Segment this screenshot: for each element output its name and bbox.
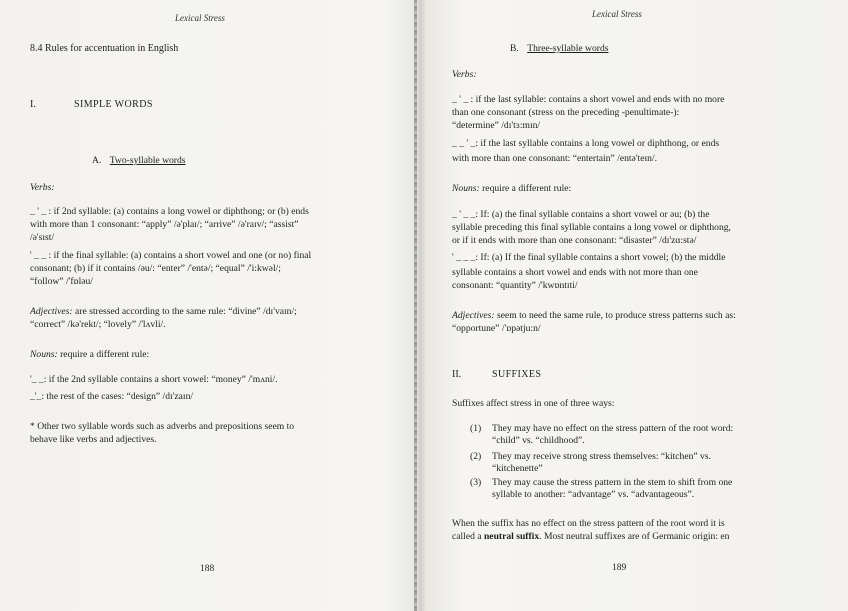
part-number: I. bbox=[30, 99, 36, 110]
suffix-item-3 bbox=[470, 477, 732, 501]
item-number: (1) bbox=[470, 423, 482, 434]
left-page bbox=[30, 0, 380, 611]
closing-line1: When the suffix has no effect on the stress pattern of the root word it is bbox=[452, 518, 725, 529]
neutral-suffix-term: neutral suffix bbox=[483, 531, 540, 542]
adjectives-text: are stressed according to the same rule: “divine” /dɪ'vaɪn/; bbox=[72, 306, 297, 317]
nouns-rule2-line1: ' _ _ _: If: (a) If the final syllable contains a short vowel; (b) the middle bbox=[452, 252, 726, 263]
verbs-rule1-line2: than one consonant (stress on the preceding -penultimate-): bbox=[452, 107, 680, 118]
verbs-rule2-line2: with more than one consonant: “entertain” /entə'teɪn/. bbox=[452, 153, 657, 164]
book-gutter bbox=[414, 0, 417, 611]
nouns-rule1-line3: or if it ends with more than one consonant: “disaster” /dɪ'zɑ:stə/ bbox=[452, 235, 697, 246]
nouns-rule2-line2: syllable contains a short vowel and ends with not more than one bbox=[452, 267, 698, 278]
adjectives-line2: “correct” /kə'rekt/; “lovely” /'lʌvli/. bbox=[30, 319, 166, 330]
adjectives-text: seem to need the same rule, to produce stress patterns such as: bbox=[494, 310, 736, 321]
item-line1: They may receive strong stress themselves: “kitchen” vs. bbox=[492, 451, 711, 462]
nouns-text: require a different rule: bbox=[479, 183, 572, 194]
adjectives-line1 bbox=[30, 306, 297, 318]
adjectives-label: Adjectives: bbox=[30, 306, 73, 317]
nouns-rule1-line1: _ ' _ _: If: (a) the final syllable contains a short vowel or əu; (b) the bbox=[452, 209, 710, 220]
nouns-line bbox=[30, 349, 149, 361]
verbs-rule2-line3: “follow” /'fɒləu/ bbox=[30, 276, 93, 287]
suffix-intro: Suffixes affect stress in one of three ways: bbox=[452, 398, 615, 409]
subsection-letter: A. bbox=[92, 155, 102, 166]
nouns-rule1-line2: syllable preceding this final syllable contains a long vowel or diphthong, bbox=[452, 222, 731, 233]
adjectives-label: Adjectives: bbox=[452, 310, 495, 321]
verbs-rule2-line1: _ _ ' _: if the last syllable contains a long vowel or diphthong, or ends bbox=[452, 138, 720, 149]
nouns-text: require a different rule: bbox=[57, 349, 150, 360]
nouns-label: Nouns: bbox=[30, 349, 58, 360]
verbs-rule2-line2: consonant; (b) if it contains /əu/: “enter” /'entə/; “equal” /'i:kwəl/; bbox=[30, 263, 281, 274]
verbs-rule1-line3: /ə'sɪst/ bbox=[30, 232, 55, 243]
verbs-rule1-line2: with more than 1 consonant: “apply” /ə'plaɪ/; “arrive” /ə'raɪv/; “assist” bbox=[30, 219, 299, 230]
subsection-heading bbox=[92, 155, 186, 167]
note-line1: * Other two syllable words such as adverbs and prepositions seem to bbox=[30, 421, 295, 432]
verbs-rule2-line1: ' _ _ : if the final syllable: (a) contains a short vowel and one (or no) final bbox=[30, 250, 312, 261]
nouns-label: Nouns: bbox=[452, 183, 480, 194]
subsection-title: Three-syllable words bbox=[527, 43, 609, 54]
closing-line2 bbox=[452, 531, 729, 543]
page-number: 189 bbox=[612, 563, 627, 573]
subsection-letter: B. bbox=[510, 43, 519, 54]
adjectives-line2: “opportune” /'ɒpətju:n/ bbox=[452, 323, 541, 334]
verbs-rule1-line1: _ ' _ : if the last syllable: contains a short vowel and ends with no more bbox=[452, 94, 725, 105]
part-number: II. bbox=[452, 369, 462, 380]
nouns-rule2: _'_: the rest of the cases: “design” /dɪ'zaɪn/ bbox=[30, 391, 194, 402]
item-line2: syllable to another: “advantage” vs. “advantageous”. bbox=[492, 489, 695, 500]
verbs-rule1-line3: “determine” /dɪ'tɜ:mɪn/ bbox=[452, 120, 541, 131]
subsection-heading bbox=[510, 43, 608, 55]
subsection-title: Two-syllable words bbox=[109, 155, 186, 166]
section-heading: 8.4 Rules for accentuation in English bbox=[30, 43, 179, 54]
item-number: (2) bbox=[470, 451, 482, 462]
verbs-label: Verbs: bbox=[30, 182, 55, 193]
right-page bbox=[452, 0, 792, 611]
nouns-rule1: '_ _: if the 2nd syllable contains a short vowel: “money” /'mʌni/. bbox=[30, 374, 278, 385]
running-header: Lexical Stress bbox=[175, 13, 225, 23]
note-line2: behave like verbs and adjectives. bbox=[30, 434, 157, 445]
suffix-item-1 bbox=[470, 423, 733, 447]
item-line1: They may have no effect on the stress pattern of the root word: bbox=[492, 423, 734, 434]
part-title: SIMPLE WORDS bbox=[74, 99, 153, 110]
item-line1: They may cause the stress pattern in the stem to shift from one bbox=[492, 477, 733, 488]
page-number: 188 bbox=[200, 564, 215, 574]
adjectives-line1 bbox=[452, 310, 736, 322]
closing-text-b: . Most neutral suffixes are of Germanic origin: en bbox=[539, 531, 730, 542]
closing-text-a: called a bbox=[452, 531, 484, 542]
verbs-rule1-line1: _ ' _ : if 2nd syllable: (a) contains a long vowel or diphthong; or (b) ends bbox=[30, 206, 309, 217]
verbs-label: Verbs: bbox=[452, 69, 477, 80]
nouns-rule2-line3: consonant: “quantity” /'kwɒntɪti/ bbox=[452, 280, 578, 291]
nouns-line bbox=[452, 183, 571, 195]
item-line2: “kitchenette” bbox=[492, 463, 543, 474]
part-title: SUFFIXES bbox=[492, 369, 542, 380]
running-header: Lexical Stress bbox=[592, 9, 642, 19]
item-line2: “child” vs. “childhood”. bbox=[492, 435, 585, 446]
suffix-item-2 bbox=[470, 451, 711, 475]
item-number: (3) bbox=[470, 477, 482, 488]
